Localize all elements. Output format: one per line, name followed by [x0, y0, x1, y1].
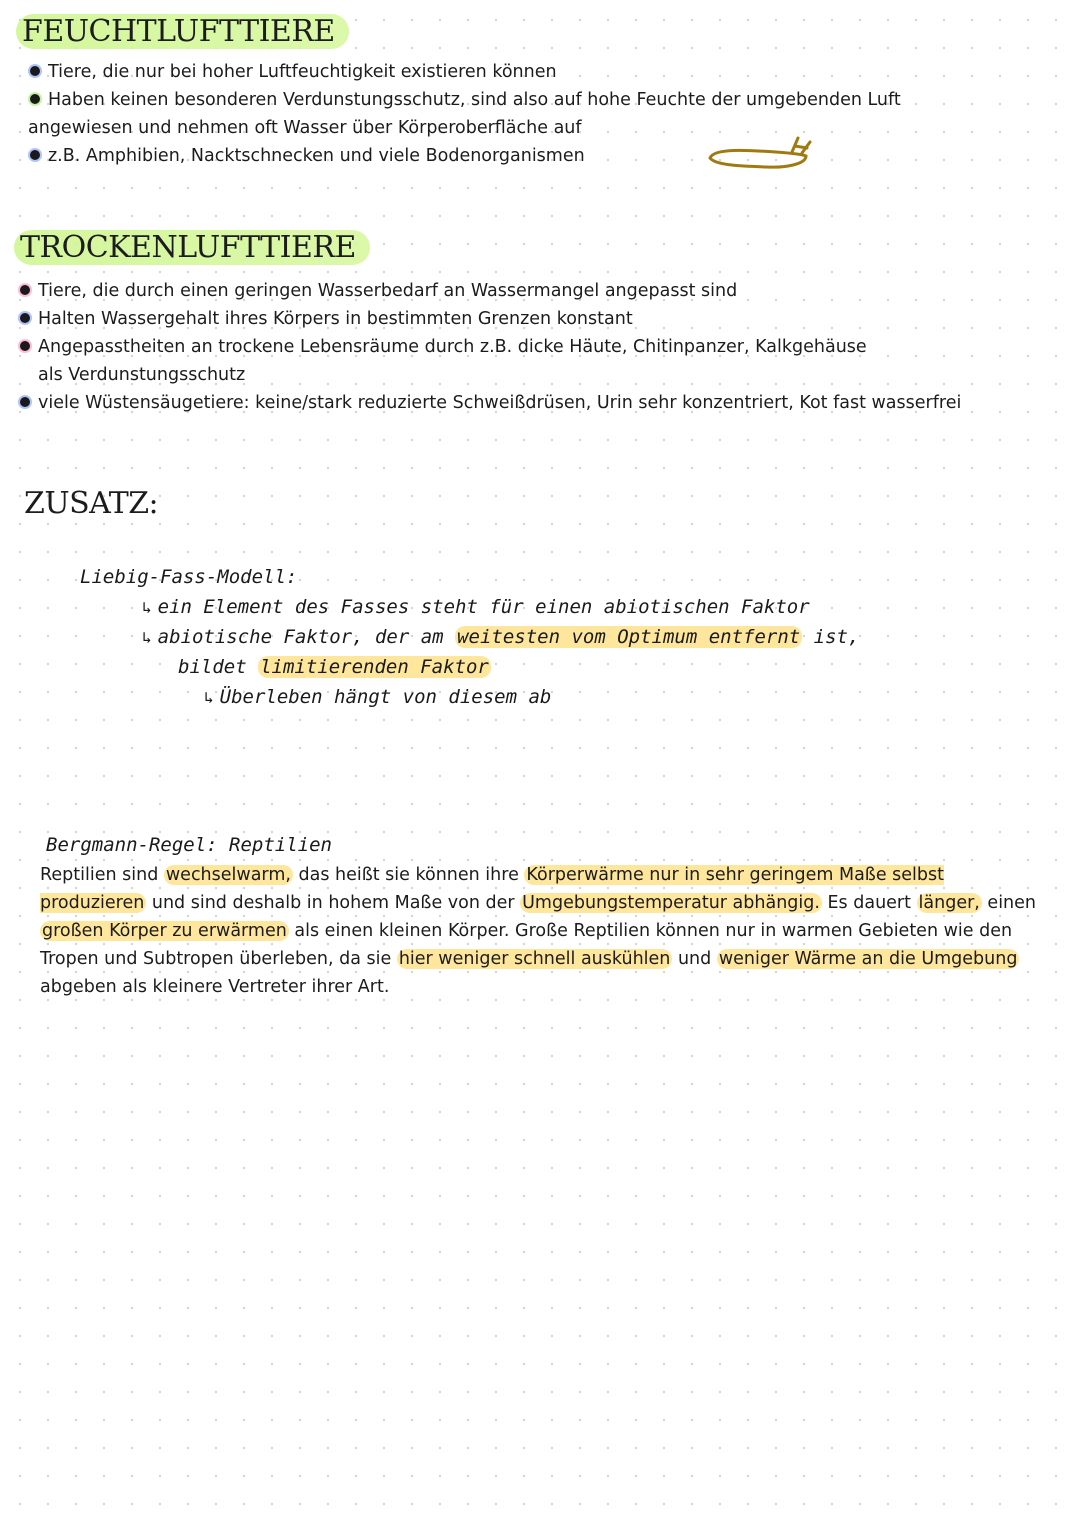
- list-item: Angepasstheiten an trockene Lebensräume durch z.B. dicke Häute, Chitinpanzer, Kalkgehäuse: [20, 333, 867, 361]
- bullet-icon: [30, 66, 40, 76]
- slug-icon: [706, 134, 816, 174]
- bergmann-paragraph: Reptilien sind wechselwarm, das heißt sie können ihre Körperwärme nur in sehr geringem Maße selbst produzieren und sind deshalb in hohem Maße von der Umgebungstemperatur abhängig. Es dauert länger, einen großen Körper zu erwärmen als einen kleinen Körper. Große Reptilien können nur in warmen Gebieten wie den Tropen und Subtropen überleben, da sie hier weniger schnell auskühlen und weniger Wärme an die Umgebung abgeben als kleinere Vertreter ihrer Art.: [40, 865, 1036, 997]
- bullet-icon: [30, 94, 40, 104]
- arrow-icon: ↳: [142, 598, 152, 617]
- list-item: Tiere, die durch einen geringen Wasserbedarf an Wassermangel angepasst sind: [20, 277, 737, 305]
- list-item: Halten Wassergehalt ihres Körpers in bestimmten Grenzen konstant: [20, 305, 633, 333]
- list-item-continuation: als Verdunstungsschutz: [38, 365, 246, 385]
- bullet-icon: [20, 285, 30, 295]
- arrow-icon: ↳: [142, 628, 152, 647]
- liebig-line: ↳ ein Element des Fasses steht für einen abiotischen Faktor: [142, 596, 810, 618]
- bergmann-title: Bergmann-Regel: Reptilien: [46, 834, 332, 856]
- list-item: viele Wüstensäugetiere: keine/stark reduzierte Schweißdrüsen, Urin sehr konzentriert, Kot fast wasserfrei: [20, 389, 961, 417]
- heading-zusatz: ZUSATZ:: [24, 486, 159, 521]
- bullet-icon: [30, 150, 40, 160]
- arrow-icon: ↳: [204, 688, 214, 707]
- heading-trockenlufttiere: TROCKENLUFTTIERE: [14, 230, 370, 265]
- list-item: Haben keinen besonderen Verdunstungsschutz, sind also auf hohe Feuchte der umgebenden Luft: [30, 86, 901, 114]
- list-item: Tiere, die nur bei hoher Luftfeuchtigkeit existieren können: [30, 58, 557, 86]
- list-item-continuation: angewiesen und nehmen oft Wasser über Körperoberfläche auf: [28, 118, 582, 138]
- bullet-icon: [20, 341, 30, 351]
- list-item: z.B. Amphibien, Nacktschnecken und viele Bodenorganismen: [30, 142, 585, 170]
- liebig-line: ↳ Überleben hängt von diesem ab: [204, 686, 552, 708]
- bullet-icon: [20, 397, 30, 407]
- liebig-line: ↳ abiotische Faktor, der am weitesten vom Optimum entfernt ist,: [142, 626, 860, 648]
- heading-feuchtlufttiere: FEUCHTLUFTTIERE: [16, 14, 349, 49]
- liebig-title: Liebig-Fass-Modell:: [80, 566, 298, 588]
- bullet-icon: [20, 313, 30, 323]
- liebig-line: bildet limitierenden Faktor: [178, 656, 489, 678]
